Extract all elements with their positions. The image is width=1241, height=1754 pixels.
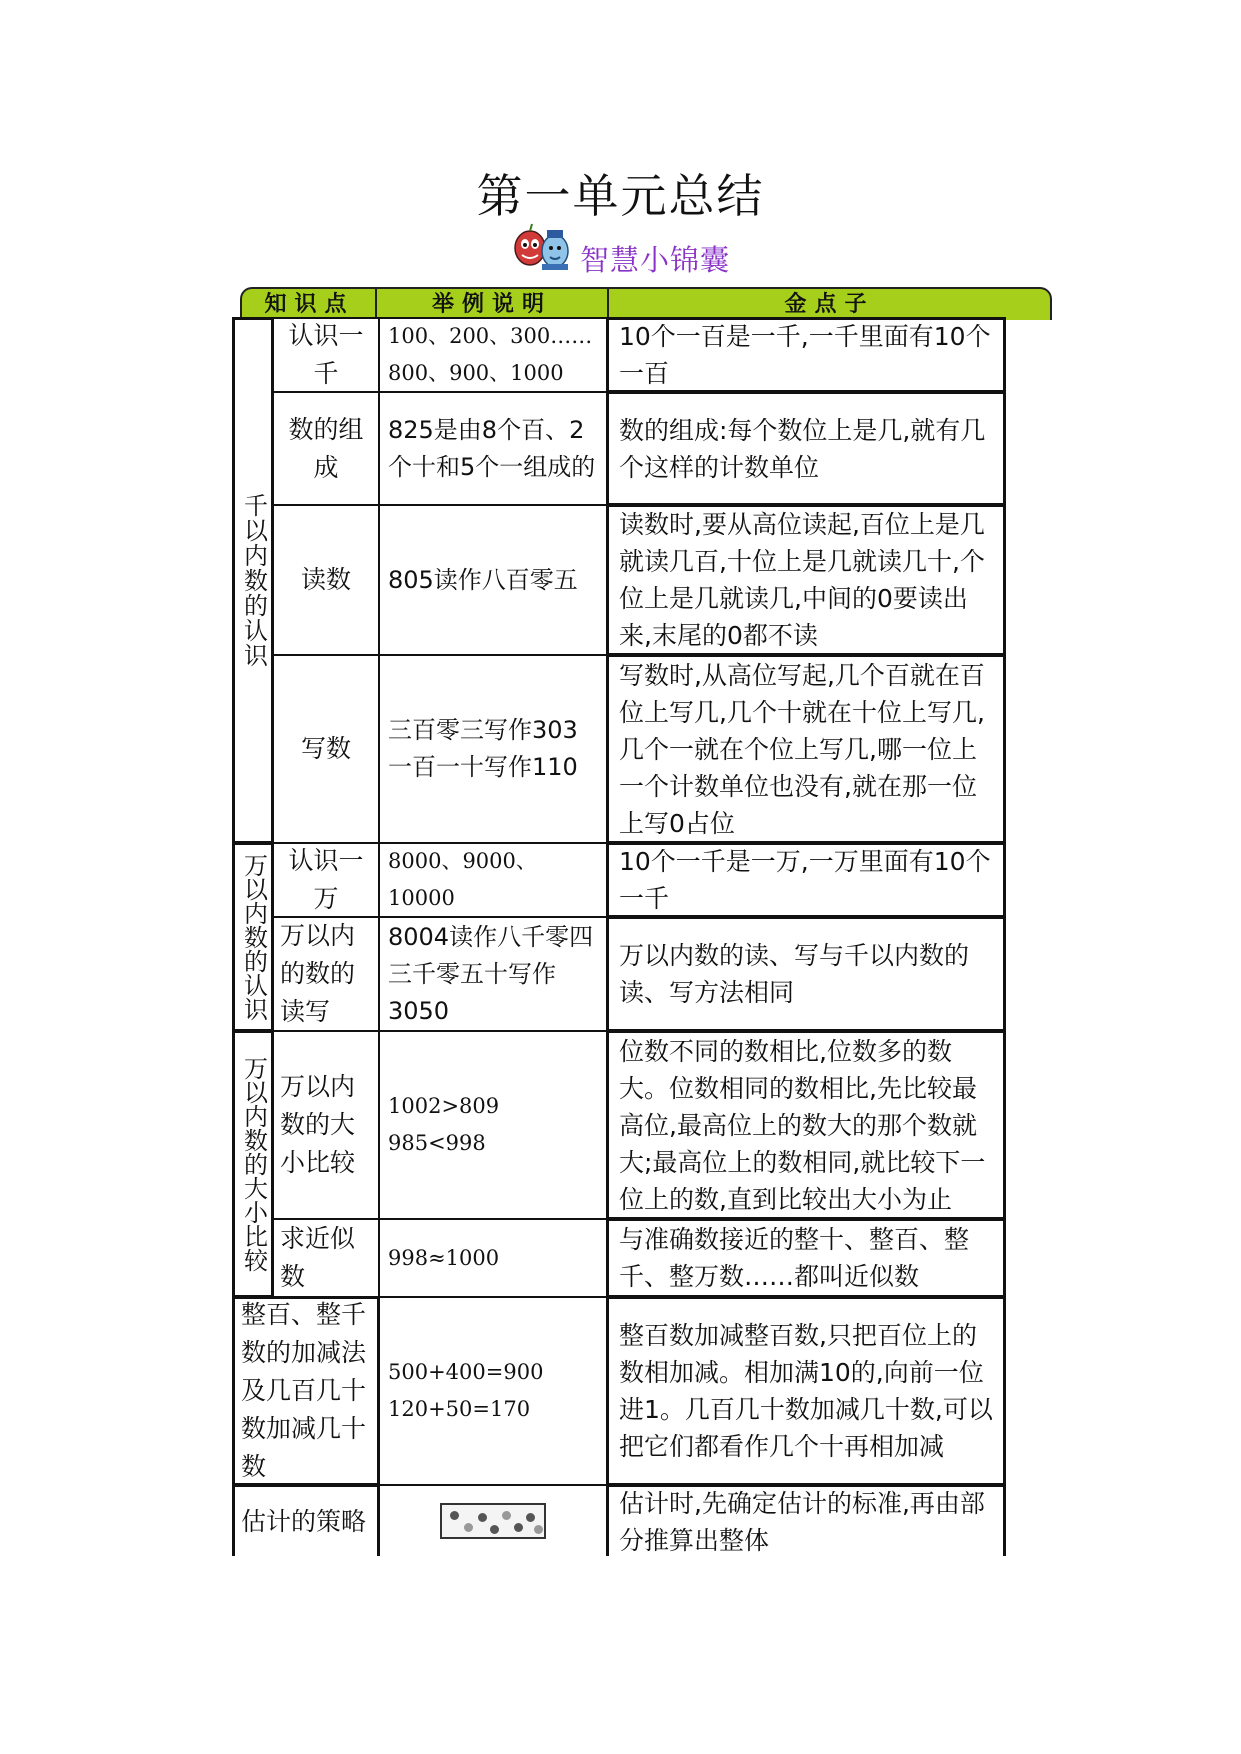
example-text: 805读作八百零五 bbox=[388, 565, 578, 594]
knowledge-cell bbox=[272, 1030, 380, 1220]
tip-cell bbox=[606, 1484, 1006, 1556]
example-cell bbox=[378, 1296, 608, 1486]
example-cell bbox=[378, 1484, 608, 1556]
example-cell bbox=[378, 916, 608, 1032]
knowledge-cell bbox=[272, 842, 380, 918]
tip-cell bbox=[606, 1030, 1006, 1220]
group-label: 万以内数的认识 bbox=[239, 853, 268, 1021]
knowledge-text: 万以内数的大小比较 bbox=[280, 1072, 356, 1177]
knowledge-text: 整百、整千数的加减法及几百几十数加减几十数 bbox=[241, 1300, 367, 1481]
bead-strip-icon bbox=[440, 1503, 546, 1539]
tip-cell bbox=[606, 1296, 1006, 1486]
tip-text: 万以内数的读、写与千以内数的读、写方法相同 bbox=[619, 941, 970, 1007]
tip-cell bbox=[606, 1218, 1006, 1298]
group-label: 千以内数的认识 bbox=[239, 493, 268, 668]
example-text: 500+400=900 120+50=170 bbox=[388, 1360, 544, 1421]
example-cell bbox=[378, 1218, 608, 1298]
example-cell bbox=[378, 1030, 608, 1220]
knowledge-text: 读数 bbox=[300, 565, 351, 594]
tip-text: 位数不同的数相比,位数多的数大。位数相同的数相比,先比较最高位,最高位上的数大的那个数就大;最高位上的数相同,就比较下一位上的数,直到比较出大小为止 bbox=[619, 1036, 986, 1214]
knowledge-cell bbox=[272, 654, 380, 844]
example-cell bbox=[378, 842, 608, 918]
header-tips: 金点子 bbox=[784, 291, 875, 317]
example-text: 三百零三写作303 一百一十写作110 bbox=[388, 716, 578, 781]
tip-text: 与准确数接近的整十、整百、整千、整万数……都叫近似数 bbox=[619, 1225, 970, 1291]
tip-text: 10个一千是一万,一万里面有10个一千 bbox=[619, 847, 991, 913]
example-cell bbox=[378, 654, 608, 844]
knowledge-text: 认识一万 bbox=[288, 846, 364, 913]
example-cell bbox=[378, 504, 608, 656]
tip-cell bbox=[606, 842, 1006, 918]
tip-text: 读数时,要从高位读起,百位上是几就读几百,十位上是几就读几十,个位上是几就读几,中间的0要读出来,末尾的0都不读 bbox=[619, 510, 985, 650]
tip-cell bbox=[606, 504, 1006, 656]
example-cell bbox=[378, 317, 608, 393]
example-text: 1002>809 985<998 bbox=[388, 1094, 500, 1155]
knowledge-text: 求近似数 bbox=[280, 1224, 356, 1291]
group-label: 万以内数的大小比较 bbox=[239, 1056, 268, 1272]
knowledge-text: 万以内的数的读写 bbox=[280, 921, 356, 1026]
example-text: 8004读作八千零四 三千零五十写作 3050 bbox=[388, 922, 594, 1025]
knowledge-text: 写数 bbox=[300, 734, 351, 763]
example-text: 8000、9000、10000 bbox=[388, 849, 537, 910]
example-text: 998≈1000 bbox=[388, 1245, 500, 1270]
tip-cell bbox=[606, 654, 1006, 844]
tip-text: 10个一百是一千,一千里面有10个一百 bbox=[619, 322, 991, 388]
group-label-cell bbox=[232, 842, 274, 1032]
example-text: 825是由8个百、2个十和5个一组成的 bbox=[388, 415, 596, 481]
tip-cell bbox=[606, 317, 1006, 393]
example-cell bbox=[378, 391, 608, 506]
knowledge-cell bbox=[232, 1484, 380, 1556]
knowledge-cell bbox=[272, 391, 380, 506]
header-knowledge: 知识点 bbox=[264, 291, 355, 317]
tip-text: 数的组成:每个数位上是几,就有几个这样的计数单位 bbox=[619, 415, 986, 482]
tip-text: 估计时,先确定估计的标准,再由部分推算出整体 bbox=[619, 1488, 985, 1555]
group-label-cell bbox=[232, 1030, 274, 1298]
tip-text: 写数时,从高位写起,几个百就在百位上写几,几个十就在十位上写几,几个一就在个位上写几,哪一位上一个计数单位也没有,就在那一位上写0占位 bbox=[619, 660, 985, 838]
knowledge-text: 认识一千 bbox=[288, 321, 364, 388]
knowledge-cell bbox=[272, 916, 380, 1032]
tip-cell bbox=[606, 916, 1006, 1032]
knowledge-cell bbox=[272, 504, 380, 656]
tip-text: 整百数加减整百数,只把百位上的数相加减。相加满10的,向前一位进1。几百几十数加减几十数,可以把它们都看作几个十再相加减 bbox=[619, 1321, 993, 1461]
group-label-cell bbox=[232, 317, 274, 844]
header-example: 举例说明 bbox=[431, 291, 552, 317]
example-text: 100、200、300…… 800、900、1000 bbox=[388, 324, 593, 385]
knowledge-cell bbox=[272, 1218, 380, 1298]
knowledge-cell bbox=[272, 317, 380, 393]
page-title: 第一单元总结 bbox=[476, 169, 765, 223]
tip-cell bbox=[606, 391, 1006, 506]
subtitle: 智慧小锦囊 bbox=[580, 243, 731, 277]
knowledge-text: 估计的策略 bbox=[241, 1506, 367, 1536]
knowledge-text: 数的组成 bbox=[288, 414, 364, 482]
knowledge-cell bbox=[232, 1296, 380, 1486]
